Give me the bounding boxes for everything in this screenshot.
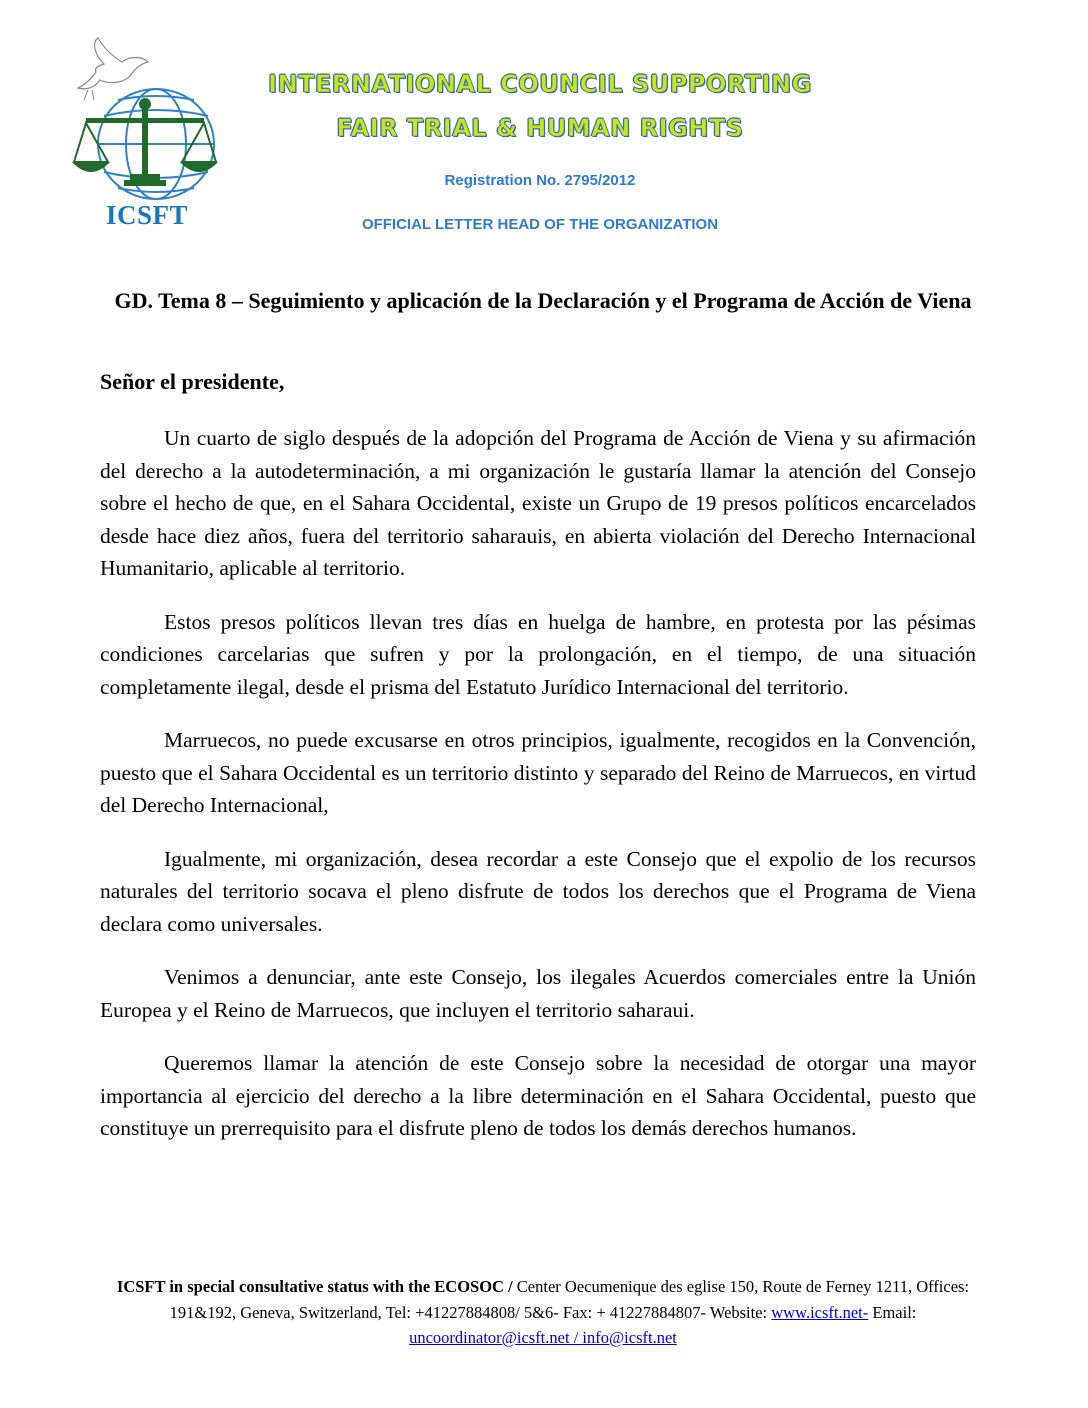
salutation: Señor el presidente, [100, 369, 285, 394]
letterhead-subtitle: OFFICIAL LETTER HEAD OF THE ORGANIZATION [361, 216, 719, 233]
paragraph: Queremos llamar la atención de este Consejo sobre la necesidad de otorgar una mayor importancia al ejercicio del derecho a la libre determinación en el Sahara Occidental, puesto que constituye un prerrequisito para el disfrute pleno de todos los demás derechos humanos. [100, 1051, 976, 1140]
footer-email-label: Email: [868, 1302, 917, 1322]
organization-name-line-1: INTERNATIONAL COUNCIL SUPPORTING [268, 70, 812, 98]
organization-logo [64, 34, 224, 234]
paragraph: Un cuarto de siglo después de la adopción del Programa de Acción de Viena y su afirmación del derecho a la autodeterminación, a mi organización le gustaría llamar la atención del Consejo sobre el hecho de que, en el Sahara Occidental, existe un Grupo de 19 presos políticos encarcelados desde hace diez años, fuera del territorio saharauis, en abierta violación del Derecho Internacional Humanitario, aplicable al territorio. [100, 426, 976, 580]
dove-scales-globe-icon [64, 34, 224, 204]
paragraph: Marruecos, no puede excusarse en otros principios, igualmente, recogidos en la Convención, puesto que el Sahara Occidental es un territorio distinto y separado del Reino de Marruecos, en virtud del Derecho Internacional, [100, 728, 976, 817]
email-link-info[interactable]: info@icsft.net [582, 1328, 677, 1347]
email-link-coordinator[interactable]: uncoordinator@icsft.net [409, 1328, 570, 1347]
footer-separator: / [569, 1328, 583, 1347]
paragraph: Estos presos políticos llevan tres días en huelga de hambre, en protesta por las pésimas condiciones carcelarias que sufren y por la prolongación, en el tiempo, de una situación completamente ilegal, desde el prisma del Estatuto Jurídico Internacional del territorio. [100, 609, 976, 699]
footer-status: ICSFT in special consultative status with the ECOSOC / [116, 1277, 513, 1296]
paragraph: Igualmente, mi organización, desea recordar a este Consejo que el expolio de los recursos naturales del territorio socava el pleno disfrute de todos los derechos que el Programa de Viena declara como universales. [100, 846, 976, 936]
document-title: GD. Tema 8 – Seguimiento y aplicación de la Declaración y el Programa de Acción de Viena [114, 288, 972, 313]
registration-number: Registration No. 2795/2012 [444, 172, 636, 189]
organization-name-line-2: FAIR TRIAL & HUMAN RIGHTS [336, 114, 744, 142]
paragraph: Venimos a denunciar, ante este Consejo, los ilegales Acuerdos comerciales entre la Unión Europea y el Reino de Marruecos, que incluyen el territorio saharaui. [100, 965, 976, 1022]
letter-body [100, 422, 976, 1166]
logo-text: ICSFT [105, 200, 189, 230]
footer [100, 1274, 986, 1351]
footer-address: Center Oecumenique des eglise 150, Route de Ferney 1211, Offices: 191&192, Geneva, Switzerland, Tel: +41227884808/ 5&6- Fax: + 41227884807- Website: [169, 1277, 970, 1322]
website-link[interactable]: www.icsft.net- [771, 1302, 869, 1322]
